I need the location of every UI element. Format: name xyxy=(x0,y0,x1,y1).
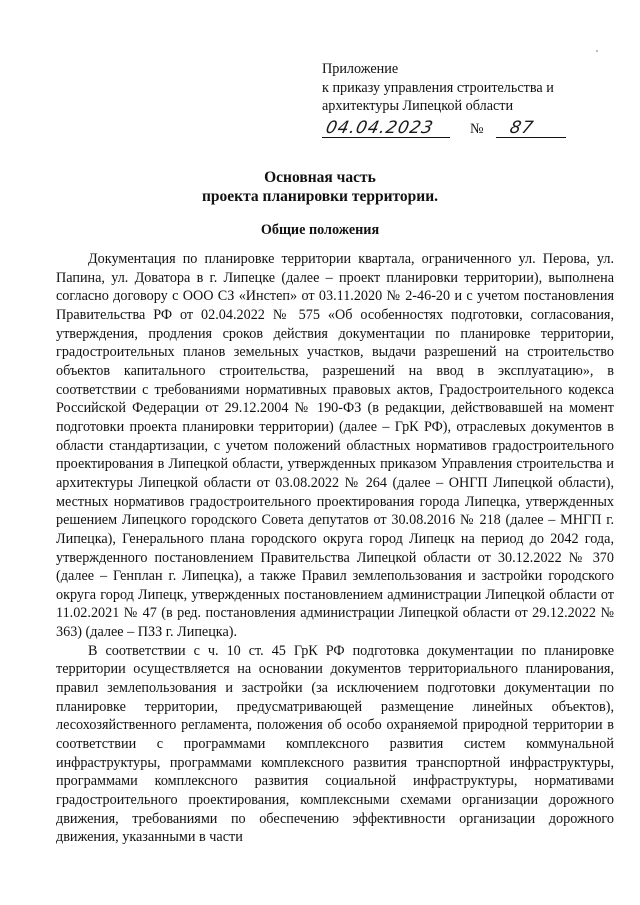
title-line-2: проекта планировки территории. xyxy=(201,188,439,205)
date-blank xyxy=(322,117,450,138)
paragraph-2: В соответствии с ч. 10 ст. 45 ГрК РФ подготовка документации по планировке территории осуществляется на основании документов территориального планирования, правил землепользования и застройки (за исключением подготовки документации по планировке территории, предусматривающей размещение линейных объектов), лесохозяйственного регламента, положения об особо охраняемой природной территории в соответствии с программами комплексного развития систем коммунальной инфраструктуры, программами комплексного развития транспортной инфраструктуры, программами комплексного развития социальной инфраструктуры, нормативами градостроительного проектирования, комплексными схемами организации дорожного движения, требованиями по обеспечению эффективности организации дорожного движения, указанными в части xyxy=(56,642,614,846)
body-text xyxy=(56,250,614,847)
appendix-block xyxy=(322,60,622,138)
appendix-authority: архитектуры Липецкой области xyxy=(322,98,514,114)
handwritten-number: 87 xyxy=(507,118,536,138)
appendix-label: Приложение xyxy=(322,61,399,77)
document-title xyxy=(0,168,640,206)
appendix-date-number-row xyxy=(322,116,622,138)
number-blank xyxy=(496,117,566,138)
handwritten-date: 04.04.2023 xyxy=(323,118,436,138)
paragraph-1: Документация по планировке территории квартала, ограниченного ул. Перова, ул. Папина, ул. Доватора в г. Липецке (далее – проект планировки территории), выполнена согласно договору с ООО СЗ «Инстеп» от 03.11.2020 № 2-46-20 и с учетом постановления Правительства РФ от 02.04.2022 № 575 «Об особенностях подготовки, согласования, утверждения, продления сроков действия документации по планировке территории, градостроительных планов земельных участков, выдачи разрешений на строительство объектов капитального строительства, разрешений на ввод в эксплуатацию», в соответствии с требованиями нормативных правовых актов, Градостроительного кодекса Российской Федерации от 29.12.2004 № 190-ФЗ (в редакции, действовавшей на момент подготовки проекта планировки территории) (далее – ГрК РФ), отраслевых документов в области стандартизации, с учетом положений областных нормативов градостроительного проектирования в Липецкой области, утвержденных приказом Управления строительства и архитектуры Липецкой области от 03.08.2022 № 264 (далее – ОНГП Липецкой области), местных нормативов градостроительного проектирования города Липецка, утвержденных решением Липецкого городского Совета депутатов от 30.08.2016 № 218 (далее – МНГП г. Липецка), Генерального плана городского округа город Липецк на период до 2042 года, утвержденного постановлением Правительства Липецкой области от 30.12.2022 № 370 (далее – Генплан г. Липецка), а также Правил землепользования и застройки городского округа город Липецк, утвержденных постановлением администрации Липецкой области от 11.02.2021 № 47 (в ред. постановления администрации Липецкой области от 29.12.2022 № 363) (далее – ПЗЗ г. Липецка). xyxy=(56,251,614,641)
section-heading: Общие положения xyxy=(260,222,380,238)
number-sign: № xyxy=(470,120,484,137)
title-line-1: Основная часть xyxy=(264,169,376,186)
scan-speck xyxy=(596,50,598,52)
appendix-order-ref: к приказу управления строительства и xyxy=(322,79,554,96)
